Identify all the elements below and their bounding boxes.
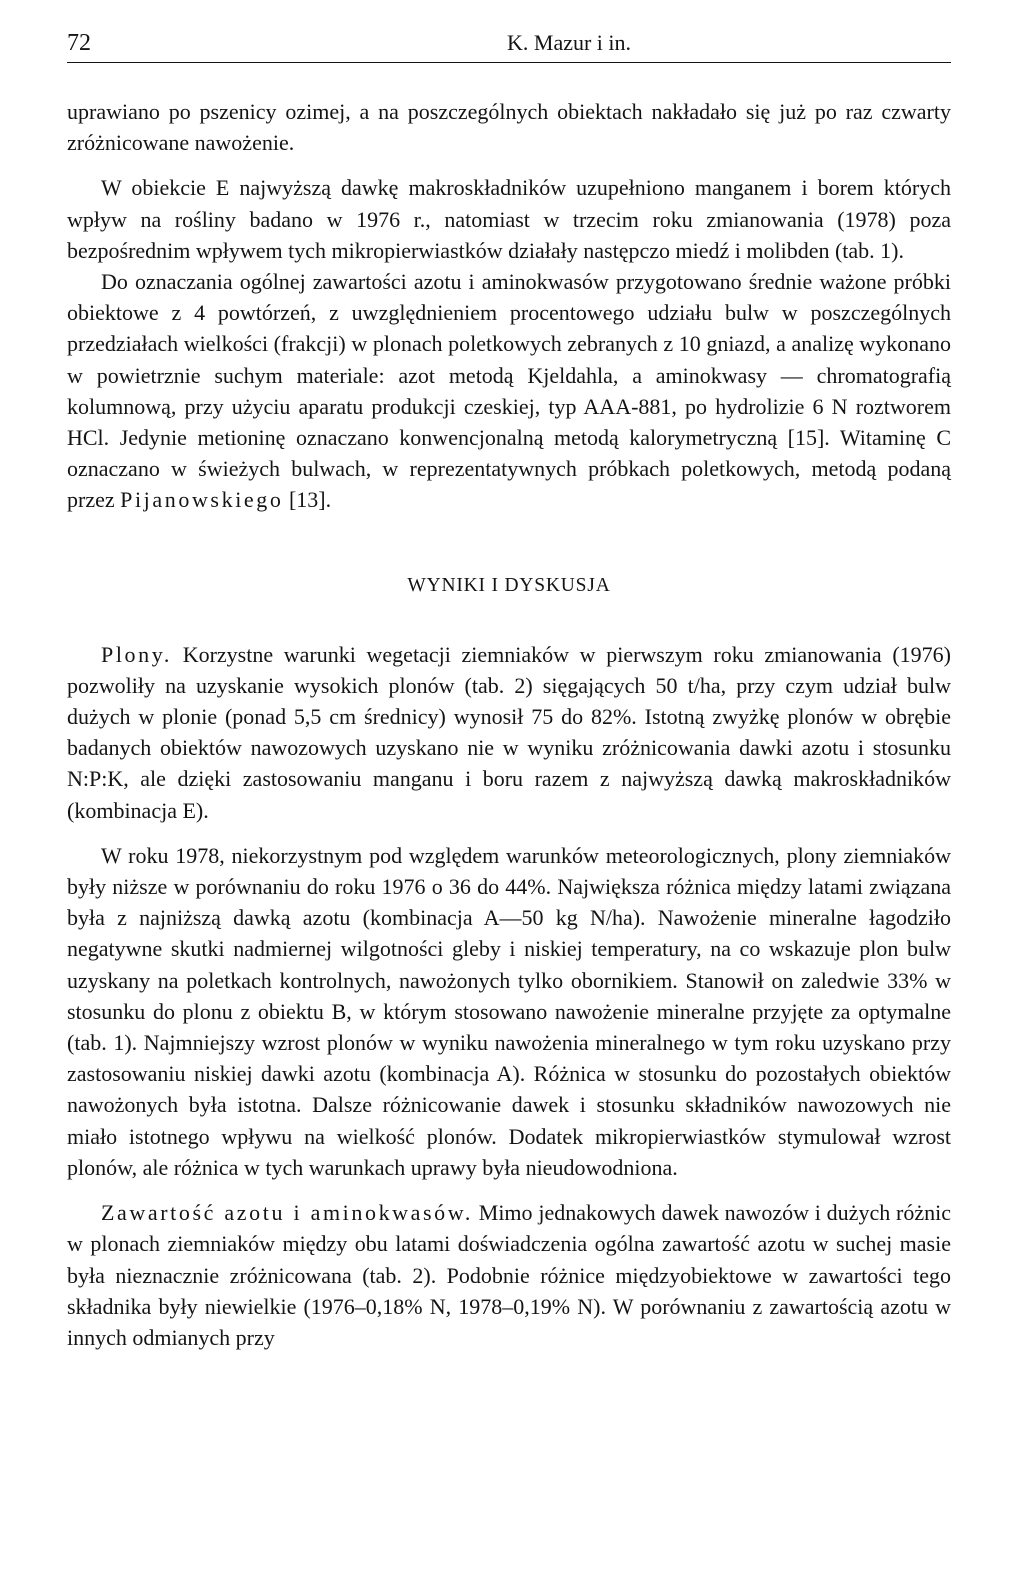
running-header — [67, 28, 951, 58]
paragraph-methods-text: Do oznaczania ogólnej zawartości azotu i aminokwasów przygotowano średnie ważone próbki obiektowe z 4 powtórzeń, z uwzględnieniem procentowego udziału bulw w poszczególnych przedziałach wielkości (frakcji) w plonach poletkowych zebranych z 10 gniazd, a analizę wykonano w powietrznie suchym materiale: azot metodą Kjeldahla, a aminokwasy — chromatografią kolumnową, przy użyciu aparatu produkcji czeskiej, typ AAA-881, po hydrolizie 6 N roztworem HCl. Jedynie metioninę oznaczano konwencjonalną metodą kalorymetryczną [15]. Witaminę C oznaczano w świeżych bulwach, w reprezentatywnych próbkach poletkowych, metodą podaną przez — [67, 269, 951, 513]
paragraph-gap — [67, 158, 951, 172]
paragraph-nitrogen-text: Mimo jednakowych dawek nawozów i dużych różnic w plonach ziemniaków między obu latami doświadczenia ogólna zawartość azotu w suchej masie była nieznacznie zróżnicowana (tab. 2). Podobnie różnice międzyobiektowe w zawartości tego składnika były niewielkie (1976–0,18% N, 1978–0,19% N). W porównaniu z zawartością azotu w innych odmianych przy — [67, 1200, 951, 1350]
paragraph-nitrogen — [67, 1197, 951, 1353]
header-rule — [67, 62, 951, 63]
page-number: 72 — [67, 30, 91, 56]
paragraph-methods-reference: [13]. — [283, 487, 332, 513]
paragraph-yields — [67, 639, 951, 826]
paragraph-yields-text: Korzystne warunki wegetacji ziemniaków w pierwszym roku zmianowania (1976) pozwoliły na uzyskanie wysokich plonów (tab. 2) sięgających 50 t/ha, przy czym udział bulw dużych w plonie (ponad 5,5 cm średnicy) wynosił 75 do 82%. Istotną zwyżkę plonów w obrębie badanych obiektów nawozowych uzyskano nie w wyniku zróżnicowania dawki azotu i stosunku N:P:K, ale dzięki zastosowaniu manganu i boru razem z najwyższą dawką makroskładników (kombinacja E). — [67, 641, 951, 823]
paragraph-methods — [67, 266, 951, 516]
cited-author-name: Pijanowskiego — [120, 487, 284, 513]
paragraph-continuation: uprawiano po pszenicy ozimej, a na poszczególnych obiektach nakładało się już po raz czwarty zróżnicowane nawożenie. — [67, 99, 951, 156]
document-page — [67, 28, 951, 1350]
body-text — [67, 96, 951, 1353]
section-heading: WYNIKI I DYSKUSJA — [407, 574, 611, 596]
running-header-author: K. Mazur i in. — [507, 30, 632, 55]
paragraph-gap — [67, 1183, 951, 1197]
paragraph-gap — [67, 826, 951, 840]
paragraph-1978-yields: W roku 1978, niekorzystnym pod względem warunków meteorologicznych, plony ziemniaków były niższe w porównaniu do roku 1976 o 36 do 44%. Największa różnica między latami związana była z najniższą dawką azotu (kombinacja A—50 kg N/ha). Nawożenie mineralne łagodziło negatywne skutki nadmiernej wilgotności gleby i niskiej temperatury, na co wskazuje plon bulw uzyskany na poletkach kontrolnych, nawożonych tylko obornikiem. Stanowił on zaledwie 33% w stosunku do plonu z obiektu B, w którym stosowano nawożenie mineralne przyjęte za optymalne (tab. 1). Najmniejszy wzrost plonów w wyniku nawożenia mineralnego w tym roku uzyskano przy zastosowaniu niskiej dawki azotu (kombinacja A). Różnica w stosunku do pozostałych obiektów nawożonych była istotna. Dalsze różnicowanie dawek i stosunku składników nawozowych nie miało istotnego wpływu na wielkość plonów. Dodatek mikropierwiastków stymulował wzrost plonów, ale różnica w tych warunkach uprawy była nieudowodniona. — [67, 842, 951, 1180]
run-in-heading-nitrogen: Zawartość azotu i aminokwasów. — [101, 1200, 473, 1226]
run-in-heading-yields: Plony. — [101, 641, 173, 667]
paragraph-treatment-e: W obiekcie E najwyższą dawkę makroskładników uzupełniono manganem i borem których wpływ na rośliny badano w 1976 r., natomiast w trzecim roku zmianowania (1978) poza bezpośrednim wpływem tych mikropierwiastków działały następczo miedź i molibden (tab. 1). — [67, 175, 951, 263]
